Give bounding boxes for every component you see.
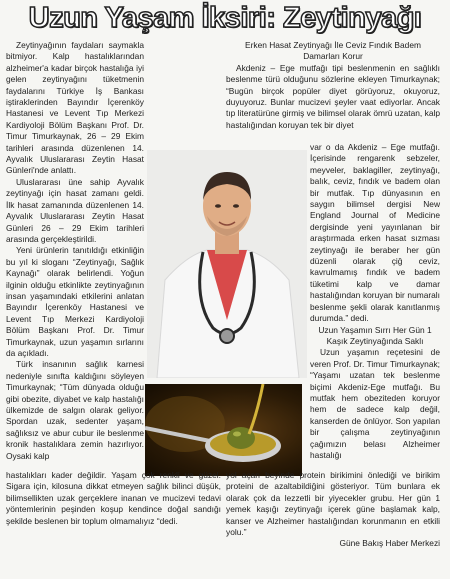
paragraph: yol açan beyinde protein birikimini önlediği ve birikim proteini de azaltabildiğini gösteriyor. Tüm bunlara ek olarak çok da lezzetli bir yiyecekler grubu. Her gün 1 yemek kaşığı zeytinyağı içerek güne başlamak kalp, kanser ve Alzheimer hastalığından korunmanın en etkili yolu.”: [226, 470, 440, 538]
subheading: Erken Hasat Zeytinyağı İle Ceviz Fındık Badem Damarları Korur: [245, 40, 421, 62]
paragraph: Uluslararası üne sahip Ayvalık zeytinyağı için hasat zamanı geldi. İlk hasat zamanında düzenlenen 14. Ayvalık Uluslararası Zeytin Hasat Günleri 26 – 29 Ekim tarihleri arasında gerçekleştirildi.: [6, 176, 144, 244]
paragraph: var o da Akdeniz – Ege mutfağı. İçerisinde rengarenk sebzeler, meyveler, baklagiller, zeytinyağı, balık, ceviz, fındık ve badem olan bir mutfak. Tıp dünyasının en saygın bilimsel dergisi New England Journal of Medicine dergisinde yeni yayınlanan bir araştırmada erken hasat sızması zeytinyağı ile beraber her gün düzenli olarak çiğ ceviz, kavrulmamış fındık ve badem tüketimi kalp ve damar hastalığından koruyan bir numaralı beslenme şekli olarak kanıtlanmış durumda.” dedi.: [310, 142, 440, 324]
subheading: Uzun Yaşamın Sırrı Her Gün 1 Kaşık Zeytinyağında Saklı: [318, 324, 432, 346]
paragraph: Türk insanının sağlık karnesi nedeniyle sınıfta kaldığını söyleyen Timurkaynak; “Tüm dünyada olduğu gibi obezite, diyabet ve kalp hastalığı ülkemizde de salgın olarak geliyor. Spordan uzak, sedenter yaşam, sağlıksız ve abur cubur ile beslenme kronik hastalıklara zemin hazırlıyor. Oysaki kalp: [6, 359, 144, 461]
news-source: Güne Bakış Haber Merkezi: [339, 538, 440, 549]
paragraph: Zeytinyağının faydaları saymakla bitmiyor. Kalp hastalıklarından alzheimer'a kadar birçok hastalığa iyi gelen zeytinyağını tüketmenin faydalarını Türkiye İş Bankası iştiraklerinden Bayındır İçerenköy Hastanesi ve Levent Tıp Merkezi Kardiyoloji Bölüm Başkanı Prof. Dr. Timur Timurkaynak, 26 – 29 Ekim tarihleri arasında düzenlenen 14. Ayvalık Uluslararası Zeytin Hasat Günleri'nde anlattı.: [6, 40, 144, 176]
right-column: [226, 40, 440, 131]
right-bottom-column: [226, 470, 440, 550]
doctor-photo: [147, 150, 307, 378]
paragraph: Akdeniz – Ege mutfağı tipi beslenmenin en sağlıklı beslenme türü olduğunu sözlerine ekleyen Timurkaynak; “Bugün birçok popüler diyet görüyoruz, okuyoruz, duyuyoruz. Bunlar mucizevi şeyler vaat ediyorlar. Ancak tıp literatürüne girmiş ve bilimsel olarak ömrü uzatan, kalp hastalığından koruyan tek bir diyet: [226, 62, 440, 130]
paragraph: Uzun yaşamın reçetesini de veren Prof. Dr. Timur Timurkaynak; “Yaşamı uzatan tek beslenme biçimi Akdeniz-Ege mutfağı. Bu mutfak hem obeziteden koruyor hem de sadece kalp değil, kanserden de önlüyor. Son yapılan bir çalışma zeytinyağının çağımızın belası Alzheimer hastalığı: [310, 347, 440, 460]
article-headline: Uzun Yaşam İksiri: Zeytinyağı: [28, 2, 422, 34]
right-wrap-column: [310, 142, 440, 461]
left-column: [6, 40, 144, 462]
olive-oil-photo: [145, 384, 302, 476]
paragraph: Yeni ürünlerin tanıtıldığı etkinliğin bu yıl ki sloganı “Zeytinyağı, Sağlık Kaynağı” olarak belirlendi. Yoğun ilginin olduğu etkinlikte zeytinyağının insan yaşamındaki etkilerini anlatan Bayındır İçerenköy Hastanesi ve Levent Tıp Merkezi Kardiyoloji Bölüm Başkanı Prof. Dr. Timur Timurkaynak, uzun yaşamın sırlarını da açıkladı.: [6, 245, 144, 358]
olive-spoon-illustration: [145, 384, 302, 476]
paragraph: hastalıkları kader değildir. Yaşam çok renkli ve güzel. Sigara için, kilosuna dikkat etmeyen sağlık bilinci düşük, bilimsellikten uzak gerçeklere inanan ve mucizevi tedavi yöntemlerinin peşinden koşup kendince doğal sandığı şekilde beslenen bir toplum olmamalıyız “dedi.: [6, 470, 221, 526]
left-bottom-column: [6, 470, 221, 527]
doctor-illustration: [147, 150, 307, 378]
